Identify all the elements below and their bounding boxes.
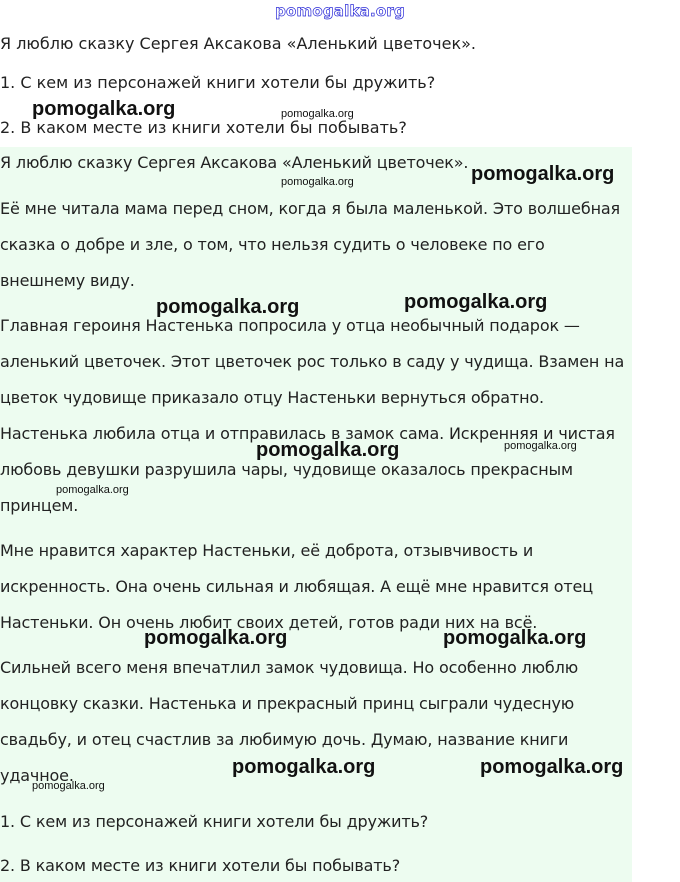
task-question-2: 2. В каком месте из книги хотели бы побывать? [0,118,407,137]
answer-line: цветок чудовище приказало отцу Настеньки вернуться обратно. [0,388,544,407]
watermark: pomogalka.org [32,780,105,792]
answer-line: Сильней всего меня впечатлил замок чудовища. Но особенно люблю [0,658,579,677]
answer-line: 2. В каком месте из книги хотели бы побывать? [0,856,401,875]
answer-line: Я люблю сказку Сергея Аксакова «Аленький цветочек». [0,153,469,172]
answer-line: Главная героиня Настенька попросила у отца необычный подарок — [0,316,580,335]
watermark: pomogalka.org [156,296,300,318]
answer-line: свадьбу, и отец счастлив за любимую дочь. Думаю, название книги [0,730,569,749]
answer-line: 1. С кем из персонажей книги хотели бы дружить? [0,812,429,831]
watermark: pomogalka.org [32,98,176,120]
watermark: pomogalka.org [480,756,624,778]
site-header: pomogalka.org [275,2,405,20]
answer-line: Мне нравится характер Настеньки, её доброта, отзывчивость и [0,541,534,560]
answer-line: искренность. Она очень сильная и любящая. А ещё мне нравится отец [0,577,593,596]
task-question-1: 1. С кем из персонажей книги хотели бы дружить? [0,73,436,92]
watermark: pomogalka.org [281,108,354,120]
watermark: pomogalka.org [144,627,288,649]
watermark: pomogalka.org [56,484,129,496]
watermark: pomogalka.org [404,291,548,313]
answer-line: Настеньки. Он очень любит своих детей, готов ради них на всё. [0,613,538,632]
answer-line: Её мне читала мама перед сном, когда я была маленькой. Это волшебная [0,199,621,218]
watermark: pomogalka.org [232,756,376,778]
watermark: pomogalka.org [471,163,615,185]
answer-line: любовь девушки разрушила чары, чудовище оказалось прекрасным [0,460,573,479]
answer-line: удачное. [0,766,74,785]
answer-line: Настенька любила отца и отправилась в замок сама. Искренняя и чистая [0,424,615,443]
watermark: pomogalka.org [504,440,577,452]
answer-line: внешнему виду. [0,271,135,290]
watermark: pomogalka.org [443,627,587,649]
watermark: pomogalka.org [256,439,400,461]
watermark: pomogalka.org [281,176,354,188]
answer-line: концовку сказки. Настенька и прекрасный принц сыграли чудесную [0,694,575,713]
answer-line: принцем. [0,496,79,515]
task-intro: Я люблю сказку Сергея Аксакова «Аленький цветочек». [0,34,477,53]
answer-line: сказка о добре и зле, о том, что нельзя судить о человеке по его [0,235,545,254]
answer-line: аленький цветочек. Этот цветочек рос только в саду у чудища. Взамен на [0,352,625,371]
